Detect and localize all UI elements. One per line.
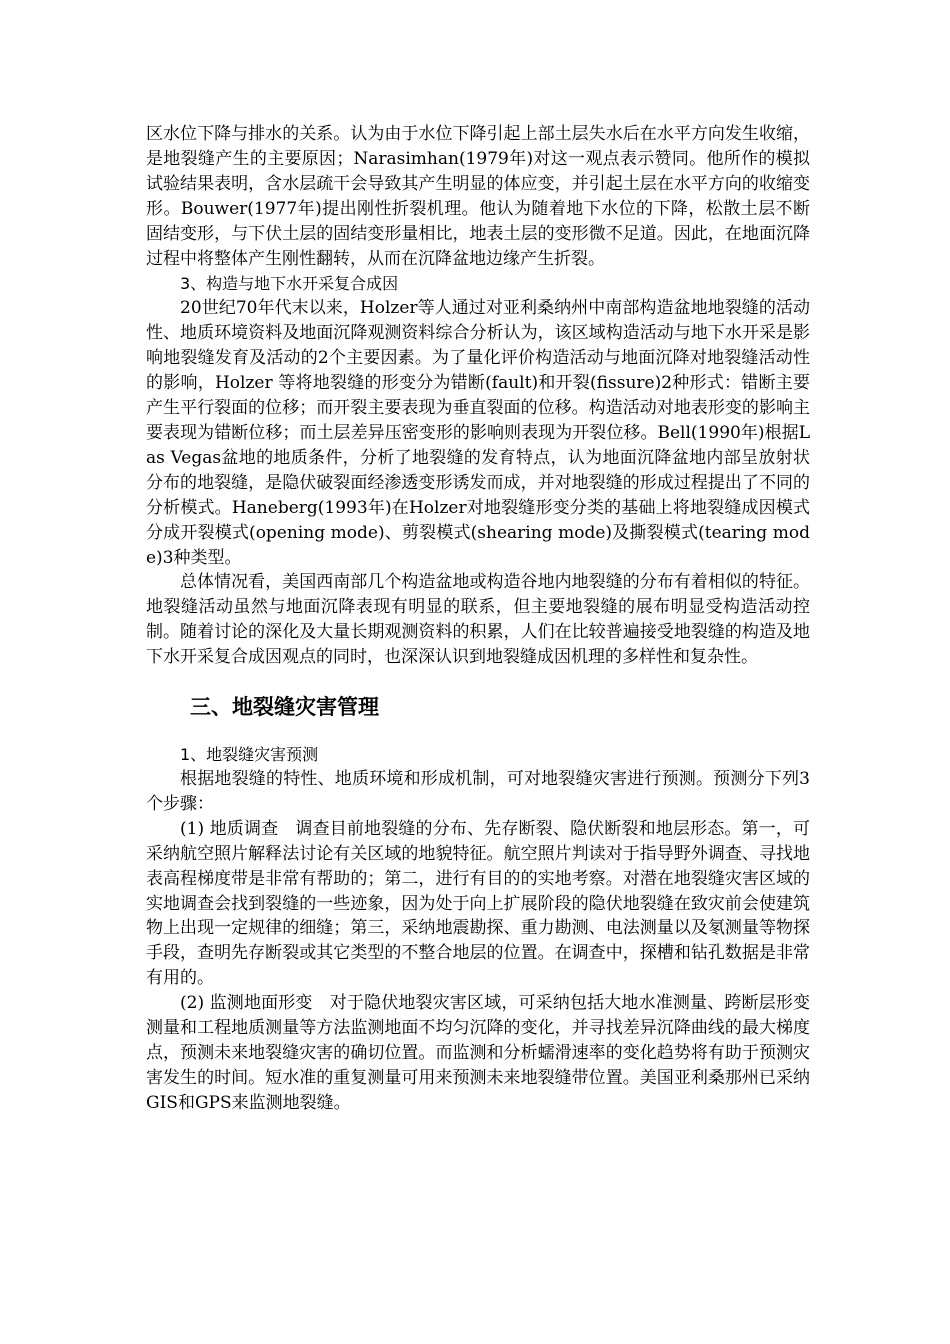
- section-title: 三、地裂缝灾害管理: [190, 695, 379, 720]
- document-page: [146, 122, 810, 1116]
- subsection-heading-3: 3、构造与地下水开采复合成因: [180, 274, 399, 294]
- paragraph-step1: (1) 地质调查 调查目前地裂缝的分布、先存断裂、隐伏断裂和地层形态。第一，可采纳航空照片解释法讨论有关区域的地貌特征。航空照片判读对于指导野外调查、寻找地表高程梯度带是非常有帮助的；第二，进行有目的的实地考察。对潜在地裂缝灾害区域的实地调查会找到裂缝的一些迹象，因为处于向上扩展阶段的隐伏地裂缝在致灾前会使建筑物上出现一定规律的细缝；第三，采纳地震勘探、重力勘测、电法测量以及氡测量等物探手段，查明先存断裂或其它类型的不整合地层的位置。在调查中，探槽和钻孔数据是非常有用的。: [146, 818, 810, 989]
- paragraph-intro: 根据地裂缝的特性、地质环境和形成机制，可对地裂缝灾害进行预测。预测分下列3个步骤：: [146, 769, 810, 814]
- paragraph-summary: 总体情况看，美国西南部几个构造盆地或构造谷地内地裂缝的分布有着相似的特征。地裂缝活动虽然与地面沉降表现有明显的联系，但主要地裂缝的展布明显受构造活动控制。随着讨论的深化及大量长期观测资料的积累，人们在比较普遍接受地裂缝的构造及地下水开采复合成因观点的同时，也深深认识到地裂缝成因机理的多样性和复杂性。: [146, 572, 810, 668]
- paragraph-step2: (2) 监测地面形变 对于隐伏地裂灾害区域，可采纳包括大地水准测量、跨断层形变测量和工程地质测量等方法监测地面不均匀沉降的变化，并寻找差异沉降曲线的最大梯度点，预测未来地裂缝灾害的确切位置。而监测和分析蠕滑速率的变化趋势将有助于预测灾害发生的时间。短水准的重复测量可用来预测未来地裂缝带位置。美国亚利桑那州已采纳GIS和GPS来监测地裂缝。: [146, 993, 810, 1113]
- paragraph-holzer: 20世纪70年代末以来，Holzer等人通过对亚利桑纳州中南部构造盆地地裂缝的活动性、地质环境资料及地面沉降观测资料综合分析认为，该区域构造活动与地下水开采是影响地裂缝发育及活动的2个主要因素。为了量化评价构造活动与地面沉降对地裂缝活动性的影响，Holzer 等将地裂缝的形变分为错断(fault)和开裂(fissure)2种形式：错断主要产生平行裂面的位移；而开裂主要表现为垂直裂面的位移。构造活动对地表形变的影响主要表现为错断位移；而土层差异压密变形的影响则表现为开裂位移。Bell(1990年)根据Las Vegas盆地的地质条件，分析了地裂缝的发育特点，认为地面沉降盆地内部呈放射状分布的地裂缝，是隐伏破裂面经渗透变形诱发而成，并对地裂缝的形成过程提出了不同的分析模式。Haneberg(1993年)在Holzer对地裂缝形变分类的基础上将地裂缝成因模式分成开裂模式(opening mode)、剪裂模式(shearing mode)及撕裂模式(tearing mode)3种类型。: [146, 298, 810, 568]
- subsection-heading-prediction: 1、地裂缝灾害预测: [180, 745, 319, 765]
- paragraph-continuation: 区水位下降与排水的关系。认为由于水位下降引起上部土层失水后在水平方向发生收缩，是地裂缝产生的主要原因；Narasimhan(1979年)对这一观点表示赞同。他所作的模拟试验结果表明，含水层疏干会导致其产生明显的体应变，并引起土层在水平方向的收缩变形。Bouwer(1977年)提出刚性折裂机理。他认为随着地下水位的下降，松散土层不断固结变形，与下伏土层的固结变形量相比，地表土层的变形微不足道。因此，在地面沉降过程中将整体产生刚性翻转，从而在沉降盆地边缘产生折裂。: [146, 124, 810, 269]
